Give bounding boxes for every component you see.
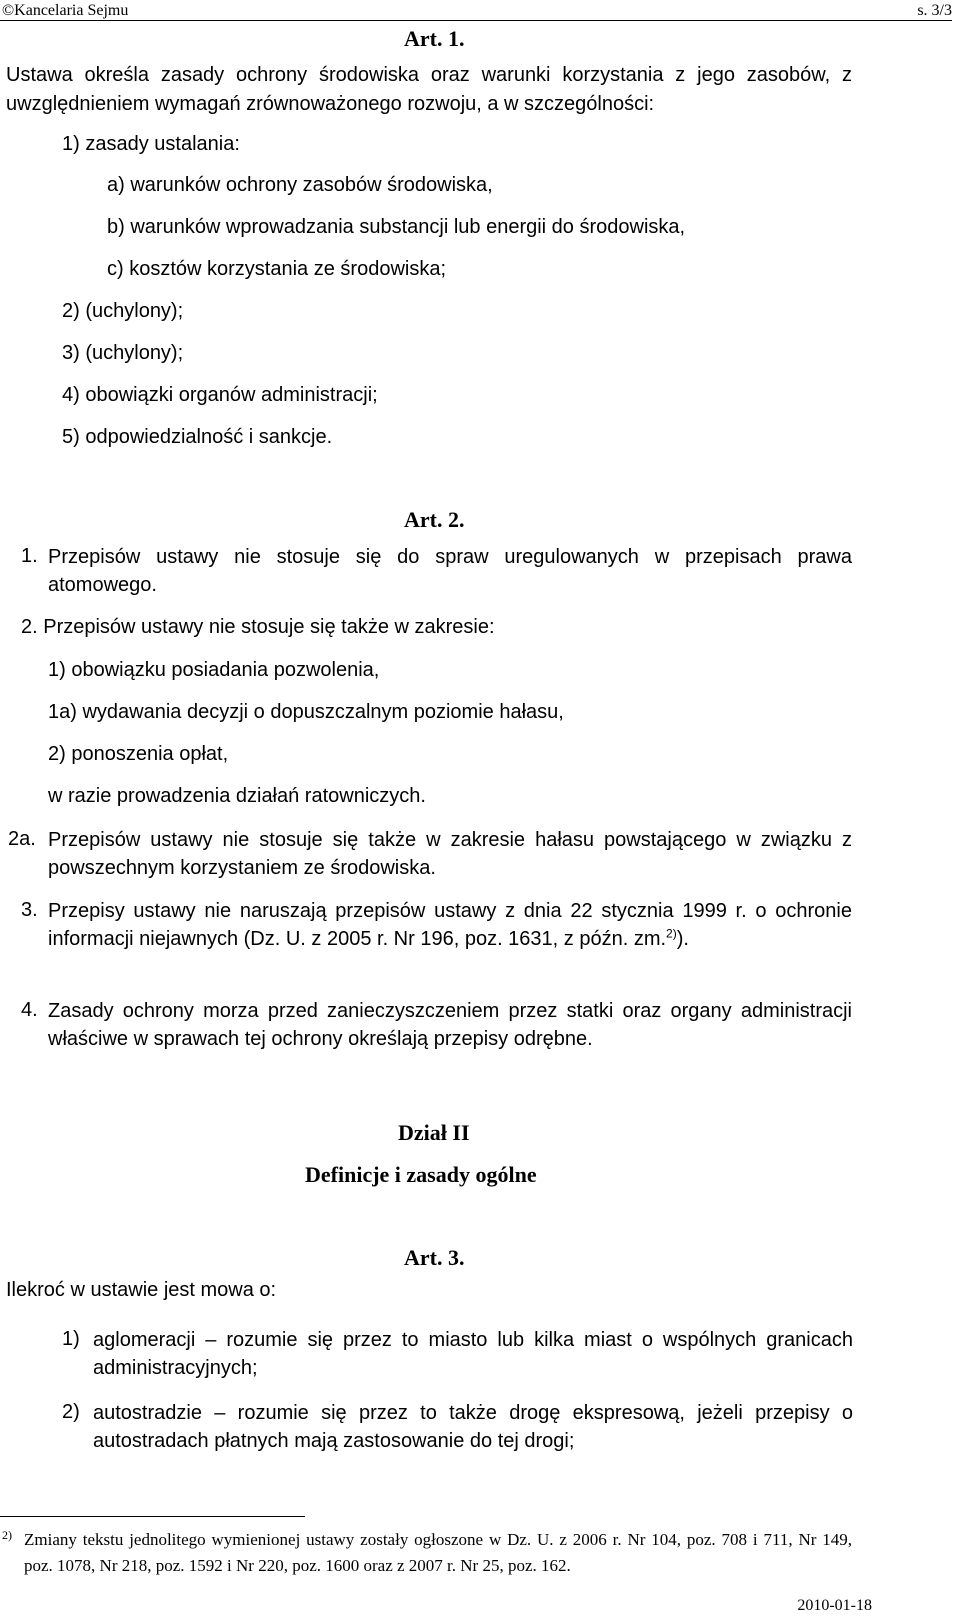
art-1-item-1a: a) warunków ochrony zasobów środowiska, [107, 174, 493, 196]
art-1-item-1b: b) warunków wprowadzania substancji lub energii do środowiska, [107, 216, 686, 238]
header-copyright: ©Kancelaria Sejmu [2, 2, 129, 19]
art-1-item-5: 5) odpowiedzialność i sankcje. [62, 426, 333, 448]
art-2-heading: Art. 2. [404, 507, 465, 532]
footnote-mark: 2) [2, 1528, 12, 1542]
art-3-item-2: autostradzie – rozumie się przez to także drogę ekspresową, jeżeli przepisy o autostradach płatnych mają zastosowanie do tej drogi; [93, 1402, 853, 1452]
art-2-p4: Zasady ochrony morza przed zanieczyszczeniem przez statki oraz organy administracji właściwe w sprawach tej ochrony określają przepisy odrębne. [48, 1000, 852, 1050]
art-2-p3-text: Przepisy ustawy nie naruszają przepisów ustawy z dnia 22 stycznia 1999 r. o ochronie informacji niejawnych (Dz. U. z 2005 r. Nr 196, poz. 1631, z późn. zm. [48, 900, 852, 950]
footnote-rule [0, 1516, 305, 1517]
header-page-number: s. 3/3 [917, 2, 952, 19]
art-2-p3 [48, 897, 852, 953]
art-1-item-1c: c) kosztów korzystania ze środowiska; [107, 258, 447, 280]
art-1-item-1: 1) zasady ustalania: [62, 133, 240, 155]
art-2-p2-item-1a: 1a) wydawania decyzji o dopuszczalnym poziomie hałasu, [48, 701, 564, 723]
art-3-intro: Ilekroć w ustawie jest mowa o: [6, 1279, 277, 1301]
art-2-p3-number: 3. [21, 899, 38, 921]
art-1-heading: Art. 1. [404, 26, 465, 51]
art-2-p4-number: 4. [21, 999, 38, 1021]
document-date: 2010-01-18 [797, 1597, 872, 1614]
art-1-item-4: 4) obowiązki organów administracji; [62, 384, 378, 406]
section-subtitle: Definicje i zasady ogólne [305, 1162, 537, 1187]
art-2-p2: 2. Przepisów ustawy nie stosuje się także w zakresie: [21, 616, 495, 638]
art-1-item-2: 2) (uchylony); [62, 300, 184, 322]
art-1-item-3: 3) (uchylony); [62, 342, 184, 364]
art-2-p2-item-2: 2) ponoszenia opłat, [48, 743, 229, 765]
art-2-p1-number: 1. [21, 545, 38, 567]
art-3-item-1: aglomeracji – rozumie się przez to miasto lub kilka miast o wspólnych granicach administracyjnych; [93, 1329, 853, 1379]
section-title: Dział II [398, 1120, 470, 1145]
art-1-intro: Ustawa określa zasady ochrony środowiska oraz warunki korzystania z jego zasobów, z uwzględnieniem wymagań zrównoważonego rozwoju, a w szczególności: [6, 64, 852, 115]
art-2-p2-closing: w razie prowadzenia działań ratowniczych. [48, 785, 426, 807]
art-3-heading: Art. 3. [404, 1245, 465, 1270]
art-3-item-2-number: 2) [62, 1401, 80, 1423]
art-2-p1: Przepisów ustawy nie stosuje się do spraw uregulowanych w przepisach prawa atomowego. [48, 546, 852, 596]
art-2-p2a-number: 2a. [8, 828, 36, 850]
art-2-p2a: Przepisów ustawy nie stosuje się także w zakresie hałasu powstającego w związku z powszechnym korzystaniem ze środowiska. [48, 829, 852, 879]
art-2-p3-end: ). [676, 928, 689, 950]
footnote-reference[interactable]: 2) [666, 926, 677, 941]
header-rule [0, 20, 952, 21]
footnote-text: Zmiany tekstu jednolitego wymienionej ustawy zostały ogłoszone w Dz. U. z 2006 r. Nr 104, poz. 708 i 711, Nr 149, poz. 1078, Nr 218, poz. 1592 i Nr 220, poz. 1600 oraz z 2007 r. Nr 25, poz. 162. [24, 1530, 852, 1575]
art-3-item-1-number: 1) [62, 1328, 80, 1350]
art-2-p2-item-1: 1) obowiązku posiadania pozwolenia, [48, 659, 380, 681]
